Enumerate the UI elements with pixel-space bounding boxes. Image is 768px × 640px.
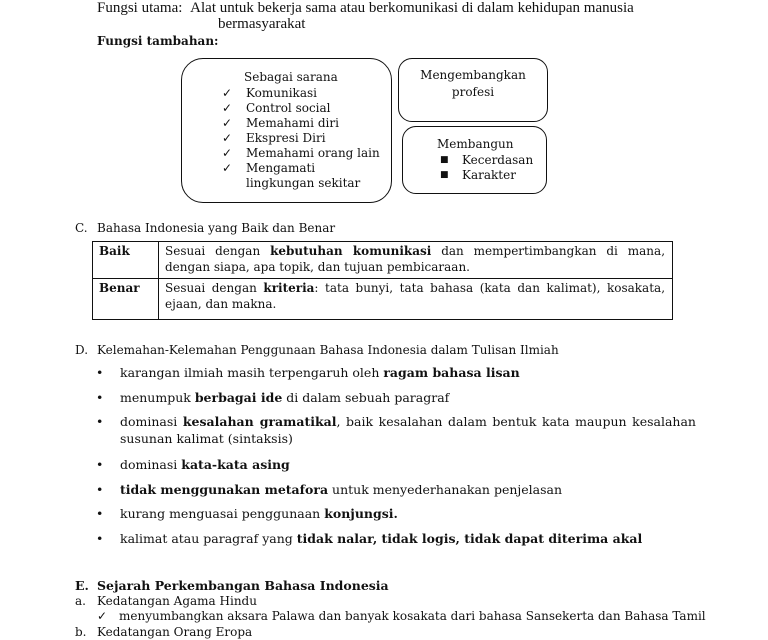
fungsi-utama-text: Alat untuk bekerja sama atau berkomunikasi di dalam kehidupan manusia [190,0,634,16]
list-item: • tidak menggunakan metafora untuk menyederhanakan penjelasan [96,482,563,497]
list-item: • dominasi kesalahan gramatikal, baik kesalahan dalam bentuk kata maupun kesalahan susunan kalimat (sintaksis) [96,414,696,446]
check-icon: ✓ [222,146,233,160]
bullet-icon: • [96,390,104,405]
list-item: • kalimat atau paragraf yang tidak nalar, tidak logis, tidak dapat diterima akal [96,531,643,546]
section-d-letter: D. [75,343,89,357]
sub-a-letter: a. [75,594,86,608]
bullet-icon: • [96,482,104,497]
square-bullet-icon: ■ [440,170,449,180]
check-icon: ✓ [222,116,233,130]
sub-b-letter: b. [75,625,87,639]
list-item: Karakter [462,168,516,182]
section-c-letter: C. [75,221,88,235]
fungsi-tambahan-label: Fungsi tambahan: [97,34,219,48]
table-row [93,279,673,320]
membangun-list [440,153,533,183]
list-item: lingkungan sekitar [246,176,361,190]
fungsi-utama [97,0,634,16]
sarana-list [222,86,380,191]
list-item: Mengamati [246,161,316,175]
table-key: Benar [93,279,159,320]
list-item: • menumpuk berbagai ide di dalam sebuah paragraf [96,390,450,405]
check-icon: ✓ [97,609,108,623]
fungsi-utama-text-cont: bermasyarakat [218,16,306,32]
profesi-box [398,58,548,122]
section-d-title: Kelemahan-Kelemahan Penggunaan Bahasa Indonesia dalam Tulisan Ilmiah [97,343,559,357]
table-row [93,242,673,279]
fungsi-utama-label: Fungsi utama: [97,0,183,16]
square-bullet-icon: ■ [440,155,449,165]
section-e-letter: E. [75,578,89,593]
list-item: Control social [246,101,331,115]
list-item: ✓ menyumbangkan aksara Palawa dan banyak kosakata dari bahasa Sansekerta dan Bahasa Tamil [97,609,706,623]
sub-a-title: Kedatangan Agama Hindu [97,594,257,608]
table-value: Sesuai dengan kebutuhan komunikasi dan mempertimbangkan di mana, dengan siapa, apa topik, dan tujuan pembicaraan. [159,242,673,279]
check-icon: ✓ [222,161,233,175]
list-item: Kecerdasan [462,153,534,167]
list-item: Ekspresi Diri [246,131,326,145]
check-icon: ✓ [222,86,233,100]
baik-benar-table [92,241,673,320]
list-item: • karangan ilmiah masih terpengaruh oleh ragam bahasa lisan [96,365,520,380]
table-value: Sesuai dengan kriteria: tata bunyi, tata bahasa (kata dan kalimat), kosakata, ejaan, dan makna. [159,279,673,320]
bullet-icon: • [96,506,104,521]
list-item: • kurang menguasai penggunaan konjungsi. [96,506,398,521]
bullet-icon: • [96,457,104,472]
profesi-line2: profesi [451,85,495,99]
sarana-title: Sebagai sarana [244,70,338,84]
section-e-title: Sejarah Perkembangan Bahasa Indonesia [97,578,389,593]
list-item: Memahami diri [246,116,339,130]
membangun-title: Membangun [437,137,514,151]
section-c-title: Bahasa Indonesia yang Baik dan Benar [97,221,336,235]
list-item: Komunikasi [246,86,317,100]
sarana-box [181,58,392,203]
bullet-icon: • [96,365,104,380]
membangun-box [402,126,547,194]
check-icon: ✓ [222,131,233,145]
list-item: Memahami orang lain [246,146,380,160]
list-item: • dominasi kata-kata asing [96,457,290,472]
bullet-icon: • [96,414,104,429]
sub-b-title: Kedatangan Orang Eropa [97,625,253,639]
check-icon: ✓ [222,101,233,115]
table-key: Baik [93,242,159,279]
bullet-icon: • [96,531,104,546]
profesi-line1: Mengembangkan [420,68,526,82]
